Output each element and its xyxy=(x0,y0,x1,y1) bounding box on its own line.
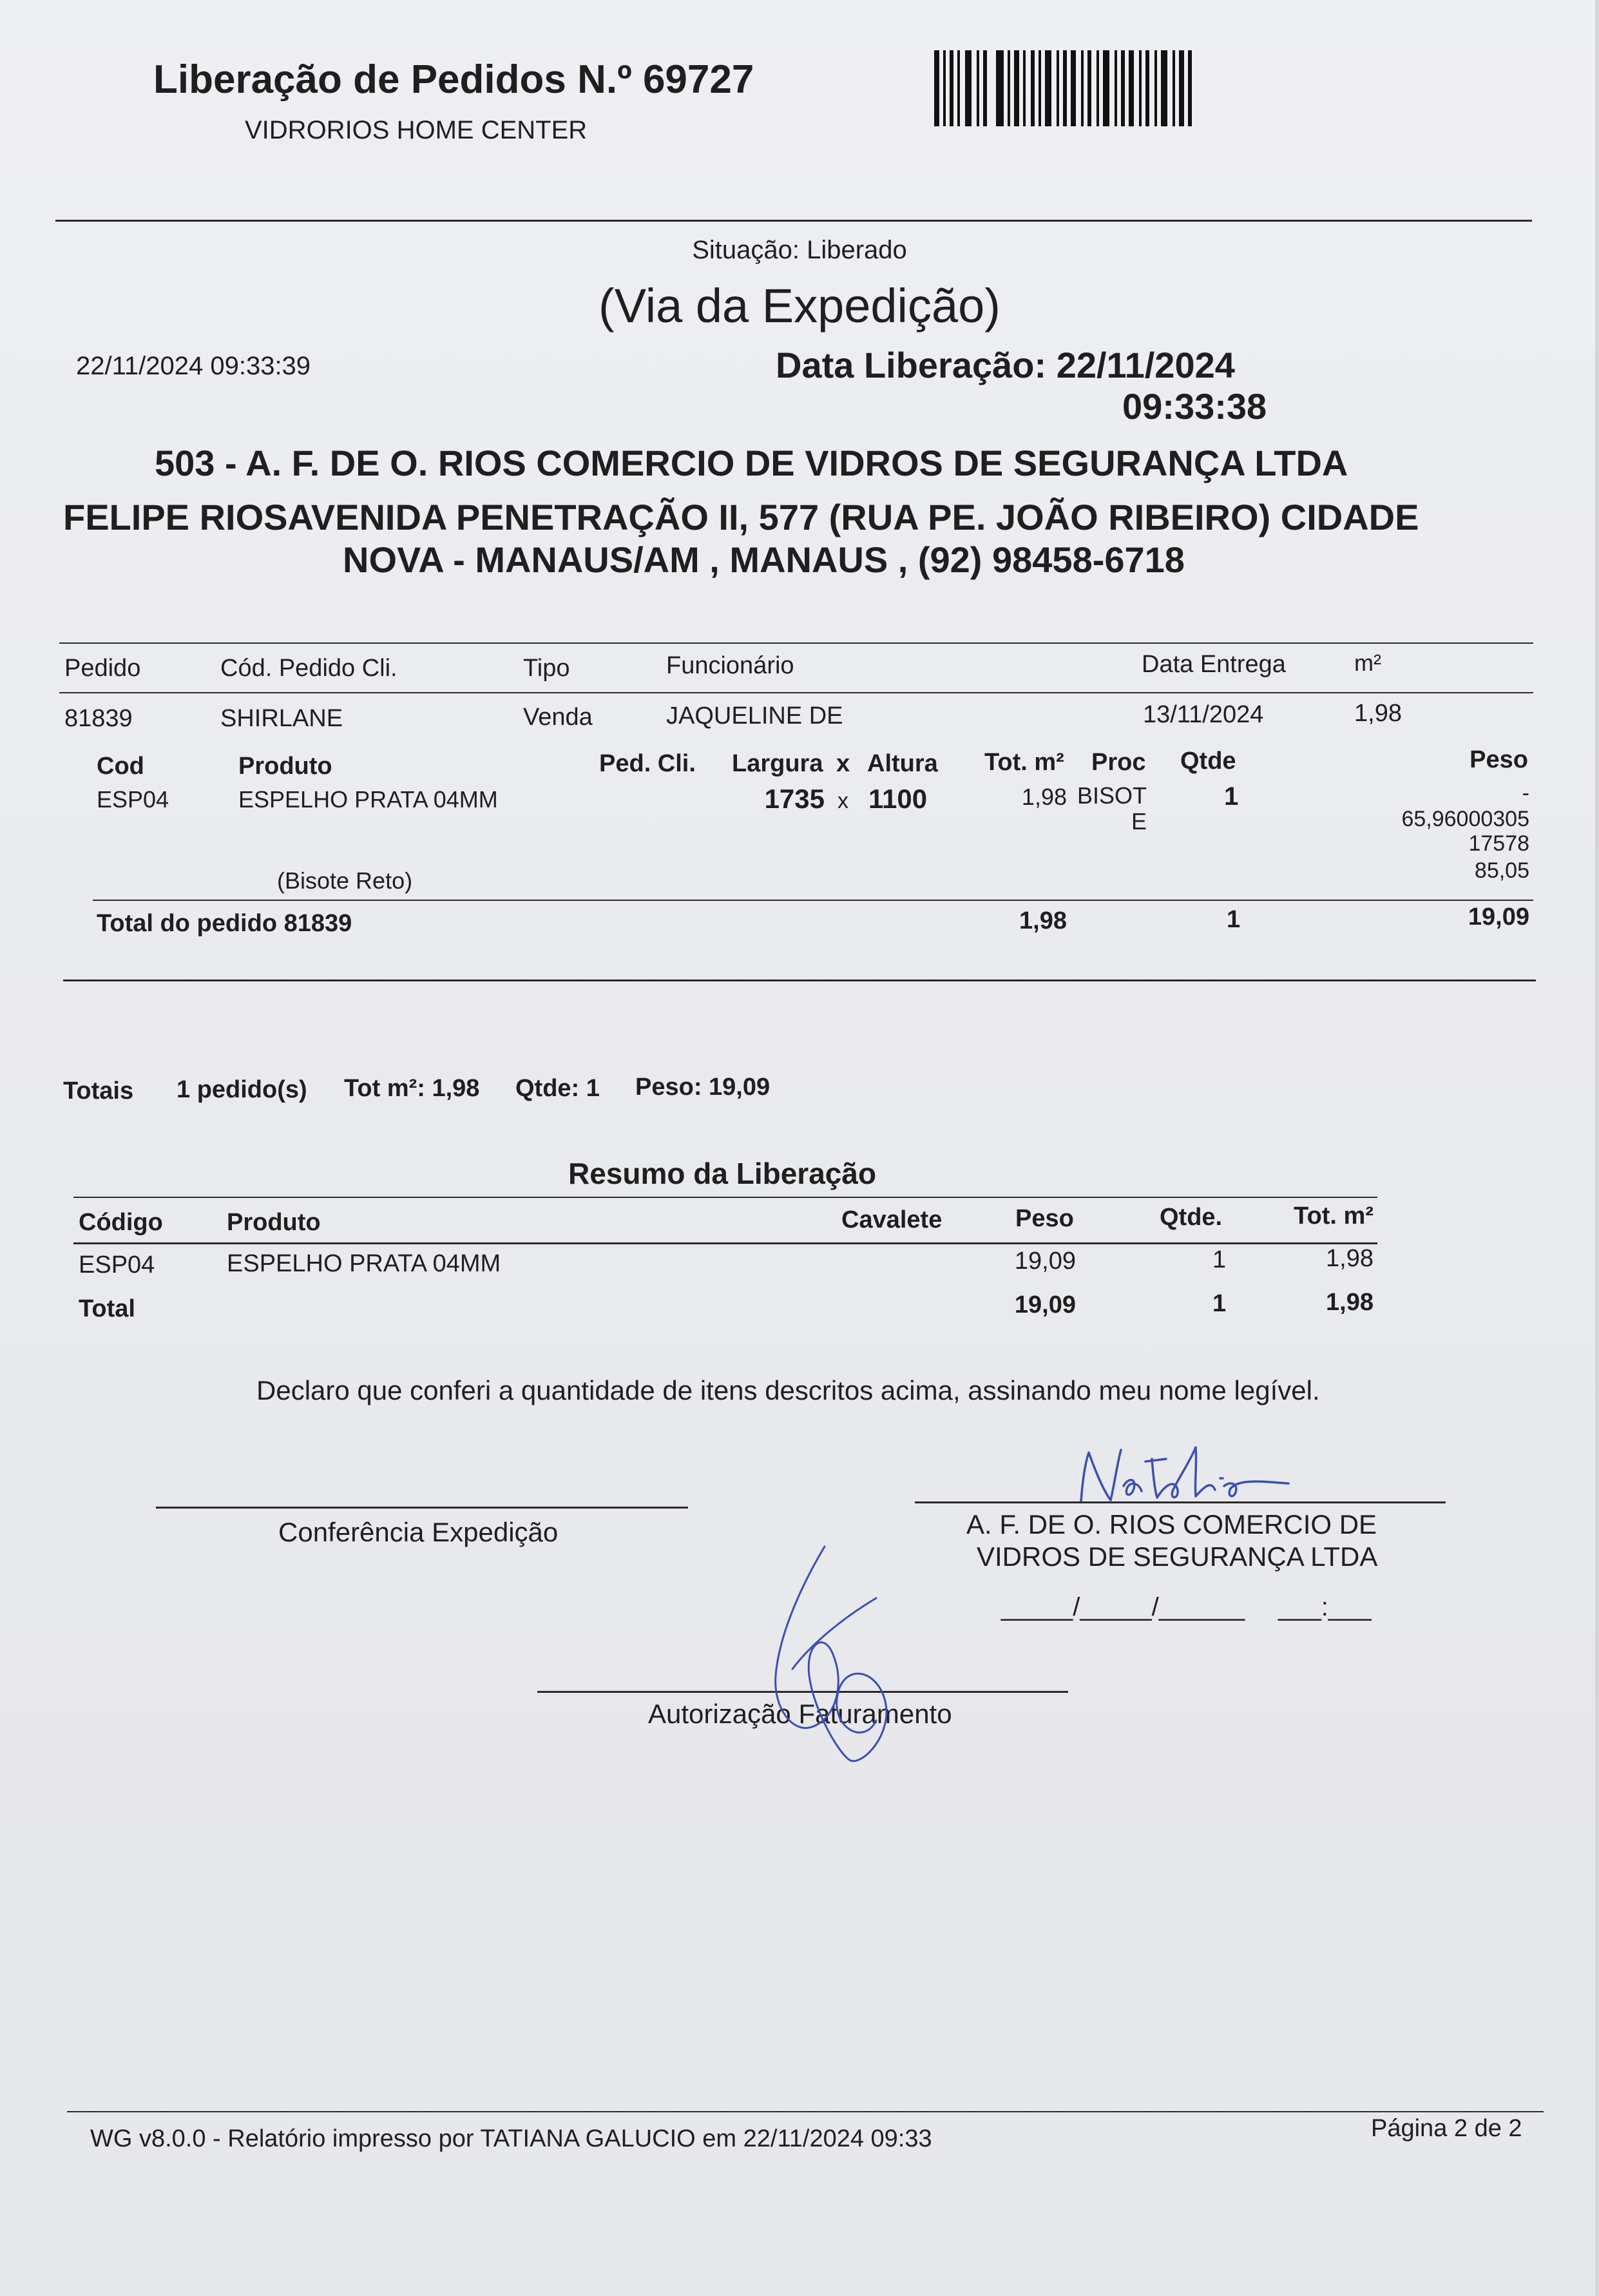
summary-col-produto: Produto xyxy=(227,1209,321,1236)
data-liberacao: Data Liberação: 22/11/2024 xyxy=(776,345,1235,385)
client-name: 503 - A. F. DE O. RIOS COMERCIO DE VIDROS DE SEGURANÇA LTDA xyxy=(155,443,1348,483)
header-divider xyxy=(55,220,1532,222)
summary-tot-m2: 1,98 xyxy=(1326,1245,1374,1272)
totals-tot-m2: Tot m²: 1,98 xyxy=(344,1075,480,1102)
item-proc-line1: BISOT xyxy=(1077,782,1147,809)
order-total-qtde: 1 xyxy=(1227,906,1241,933)
summary-total-label: Total xyxy=(79,1295,135,1322)
signature-date-blank: _____/_____/______ xyxy=(1001,1593,1245,1621)
signature-line-conferencia xyxy=(156,1507,688,1509)
item-peso-line4: 85,05 xyxy=(1474,858,1529,883)
data-liberacao-time: 09:33:38 xyxy=(1122,386,1267,427)
totals-pedidos: 1 pedido(s) xyxy=(177,1076,307,1103)
item-qtde: 1 xyxy=(1224,782,1239,811)
summary-col-codigo: Código xyxy=(79,1209,163,1236)
item-largura: 1735 xyxy=(764,784,825,814)
col-cod-pedido-cli: Cód. Pedido Cli. xyxy=(220,655,397,682)
col-altura: Altura xyxy=(867,750,938,777)
order-cod-pedido-cli: SHIRLANE xyxy=(220,705,343,732)
totals-label: Totais xyxy=(63,1077,134,1105)
totals-qtde: Qtde: 1 xyxy=(515,1075,600,1102)
items-total-rule xyxy=(93,900,1533,901)
declaration-text: Declaro que conferi a quantidade de itens descritos acima, assinando meu nome legível. xyxy=(256,1375,1320,1405)
summary-top-rule xyxy=(73,1197,1377,1198)
signature-company-line1: A. F. DE O. RIOS COMERCIO DE xyxy=(966,1509,1377,1539)
col-funcionario: Funcionário xyxy=(666,652,794,679)
col-produto: Produto xyxy=(238,753,332,780)
col-pedido: Pedido xyxy=(64,655,141,682)
col-tot-m2: Tot. m² xyxy=(984,749,1064,776)
col-peso: Peso xyxy=(1470,746,1528,773)
summary-peso: 19,09 xyxy=(1014,1248,1076,1275)
col-largura: Largura xyxy=(732,750,823,777)
item-x: x xyxy=(838,789,848,813)
order-tipo: Venda xyxy=(523,704,593,731)
document-title: Liberação de Pedidos N.º 69727 xyxy=(153,57,754,102)
order-m2: 1,98 xyxy=(1354,700,1402,727)
item-note: (Bisote Reto) xyxy=(277,867,413,894)
order-pedido: 81839 xyxy=(64,705,133,732)
barcode xyxy=(934,50,1192,126)
order-funcionario: JAQUELINE DE xyxy=(666,702,843,729)
col-proc: Proc xyxy=(1091,749,1146,776)
summary-col-qtde: Qtde. xyxy=(1160,1204,1223,1231)
col-tipo: Tipo xyxy=(523,655,570,682)
order-section-divider xyxy=(63,979,1536,981)
handwritten-initials xyxy=(767,1540,895,1766)
handwritten-signature xyxy=(1069,1438,1301,1509)
item-altura: 1100 xyxy=(868,784,928,814)
order-table-top-rule xyxy=(59,642,1533,644)
summary-total-qtde: 1 xyxy=(1212,1290,1227,1317)
summary-total-tot-m2: 1,98 xyxy=(1326,1289,1374,1316)
summary-col-cavalete: Cavalete xyxy=(841,1206,943,1233)
item-cod: ESP04 xyxy=(97,786,169,813)
footer-printed-by: WG v8.0.0 - Relatório impresso por TATIANA GALUCIO em 22/11/2024 09:33 xyxy=(90,2125,932,2152)
col-ped-cli: Ped. Cli. xyxy=(599,750,696,777)
footer-page-number: Página 2 de 2 xyxy=(1371,2115,1522,2142)
summary-produto: ESPELHO PRATA 04MM xyxy=(227,1250,501,1277)
order-data-entrega: 13/11/2024 xyxy=(1143,701,1264,728)
summary-header-rule xyxy=(73,1242,1377,1244)
item-produto: ESPELHO PRATA 04MM xyxy=(238,786,498,813)
item-peso-line2: 65,96000305 xyxy=(1401,807,1529,831)
order-total-label: Total do pedido 81839 xyxy=(97,910,352,937)
item-proc-line2: E xyxy=(1131,808,1147,834)
signature-company-line2: VIDROS DE SEGURANÇA LTDA xyxy=(977,1541,1378,1572)
signature-label-autorizacao: Autorização Faturamento xyxy=(648,1699,952,1729)
summary-qtde: 1 xyxy=(1212,1246,1227,1273)
col-qtde: Qtde xyxy=(1180,748,1236,775)
item-peso-line3: 17578 xyxy=(1468,831,1529,856)
col-data-entrega: Data Entrega xyxy=(1142,651,1286,678)
client-address-line1: FELIPE RIOSAVENIDA PENETRAÇÃO II, 577 (RUA PE. JOÃO RIBEIRO) CIDADE xyxy=(63,497,1419,537)
client-address-line2: NOVA - MANAUS/AM , MANAUS , (92) 98458-6718 xyxy=(343,539,1185,580)
signature-line-company xyxy=(915,1501,1446,1503)
summary-col-peso: Peso xyxy=(1015,1205,1074,1232)
col-x: x xyxy=(836,750,850,777)
order-table-header-rule xyxy=(59,692,1533,693)
company-name: VIDRORIOS HOME CENTER xyxy=(245,116,588,144)
footer-rule xyxy=(67,2111,1544,2112)
summary-codigo: ESP04 xyxy=(79,1251,155,1278)
summary-title: Resumo da Liberação xyxy=(568,1157,877,1190)
via-label: (Via da Expedição) xyxy=(598,279,1001,333)
item-tot-m2: 1,98 xyxy=(1021,784,1067,810)
signature-time-blank: ___:___ xyxy=(1278,1593,1372,1621)
order-total-m2: 1,98 xyxy=(1019,907,1067,934)
col-cod: Cod xyxy=(97,753,144,780)
item-peso-line1: - xyxy=(1522,781,1529,806)
status-situacao: Situação: Liberado xyxy=(692,236,907,264)
signature-label-conferencia: Conferência Expedição xyxy=(278,1517,559,1547)
summary-total-peso: 19,09 xyxy=(1014,1291,1076,1318)
totals-peso: Peso: 19,09 xyxy=(635,1074,771,1101)
col-m2: m² xyxy=(1354,650,1381,676)
print-timestamp: 22/11/2024 09:33:39 xyxy=(76,352,311,380)
summary-col-tot-m2: Tot. m² xyxy=(1294,1202,1374,1230)
order-total-peso: 19,09 xyxy=(1468,903,1529,931)
